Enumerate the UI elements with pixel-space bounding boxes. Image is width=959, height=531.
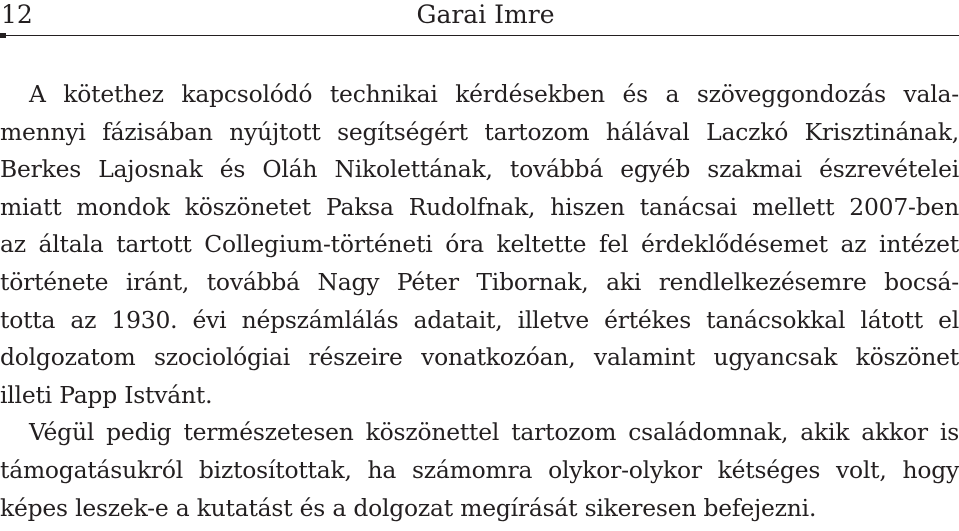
text-line: illeti Papp Istvánt. [0, 380, 213, 409]
header-rule [0, 35, 959, 36]
text-line: története iránt, továbbá Nagy Péter Tibornak, aki rendlelkezésemre bocsá- [0, 267, 959, 296]
text-line: totta az 1930. évi népszámlálás adatait, illetve értékes tanácsokkal látott el [0, 305, 959, 334]
text-line: Berkes Lajosnak és Oláh Nikolettának, továbbá egyéb szakmai észrevételei [0, 155, 959, 184]
text-line: miatt mondok köszönetet Paksa Rudolfnak, hiszen tanácsai mellett 2007-ben [0, 192, 959, 221]
text-line: támogatásukról biztosítottak, ha számomra olykor-olykor kétséges volt, hogy [0, 455, 959, 484]
paragraph-acknowledgements [0, 76, 959, 414]
paragraph-family [0, 414, 959, 527]
page-number: 12 [1, 0, 33, 29]
body-text [0, 76, 959, 527]
text-line: dolgozatom szociológiai részeire vonatkozóan, valamint ugyancsak köszönet [0, 343, 959, 372]
running-title: Garai Imre [416, 0, 555, 29]
text-line: az általa tartott Collegium-történeti óra keltette fel érdeklődésemet az intézet [0, 230, 959, 259]
text-line: mennyi fázisában nyújtott segítségért tartozom hálával Laczkó Krisztinának, [0, 117, 959, 146]
text-line: képes leszek-e a kutatást és a dolgozat megírását sikeresen befejezni. [0, 493, 817, 522]
text-line: Végül pedig természetesen köszönettel tartozom családomnak, akik akkor is [29, 418, 959, 447]
text-line: A kötethez kapcsolódó technikai kérdésekben és a szöveggondozás vala- [29, 80, 959, 108]
